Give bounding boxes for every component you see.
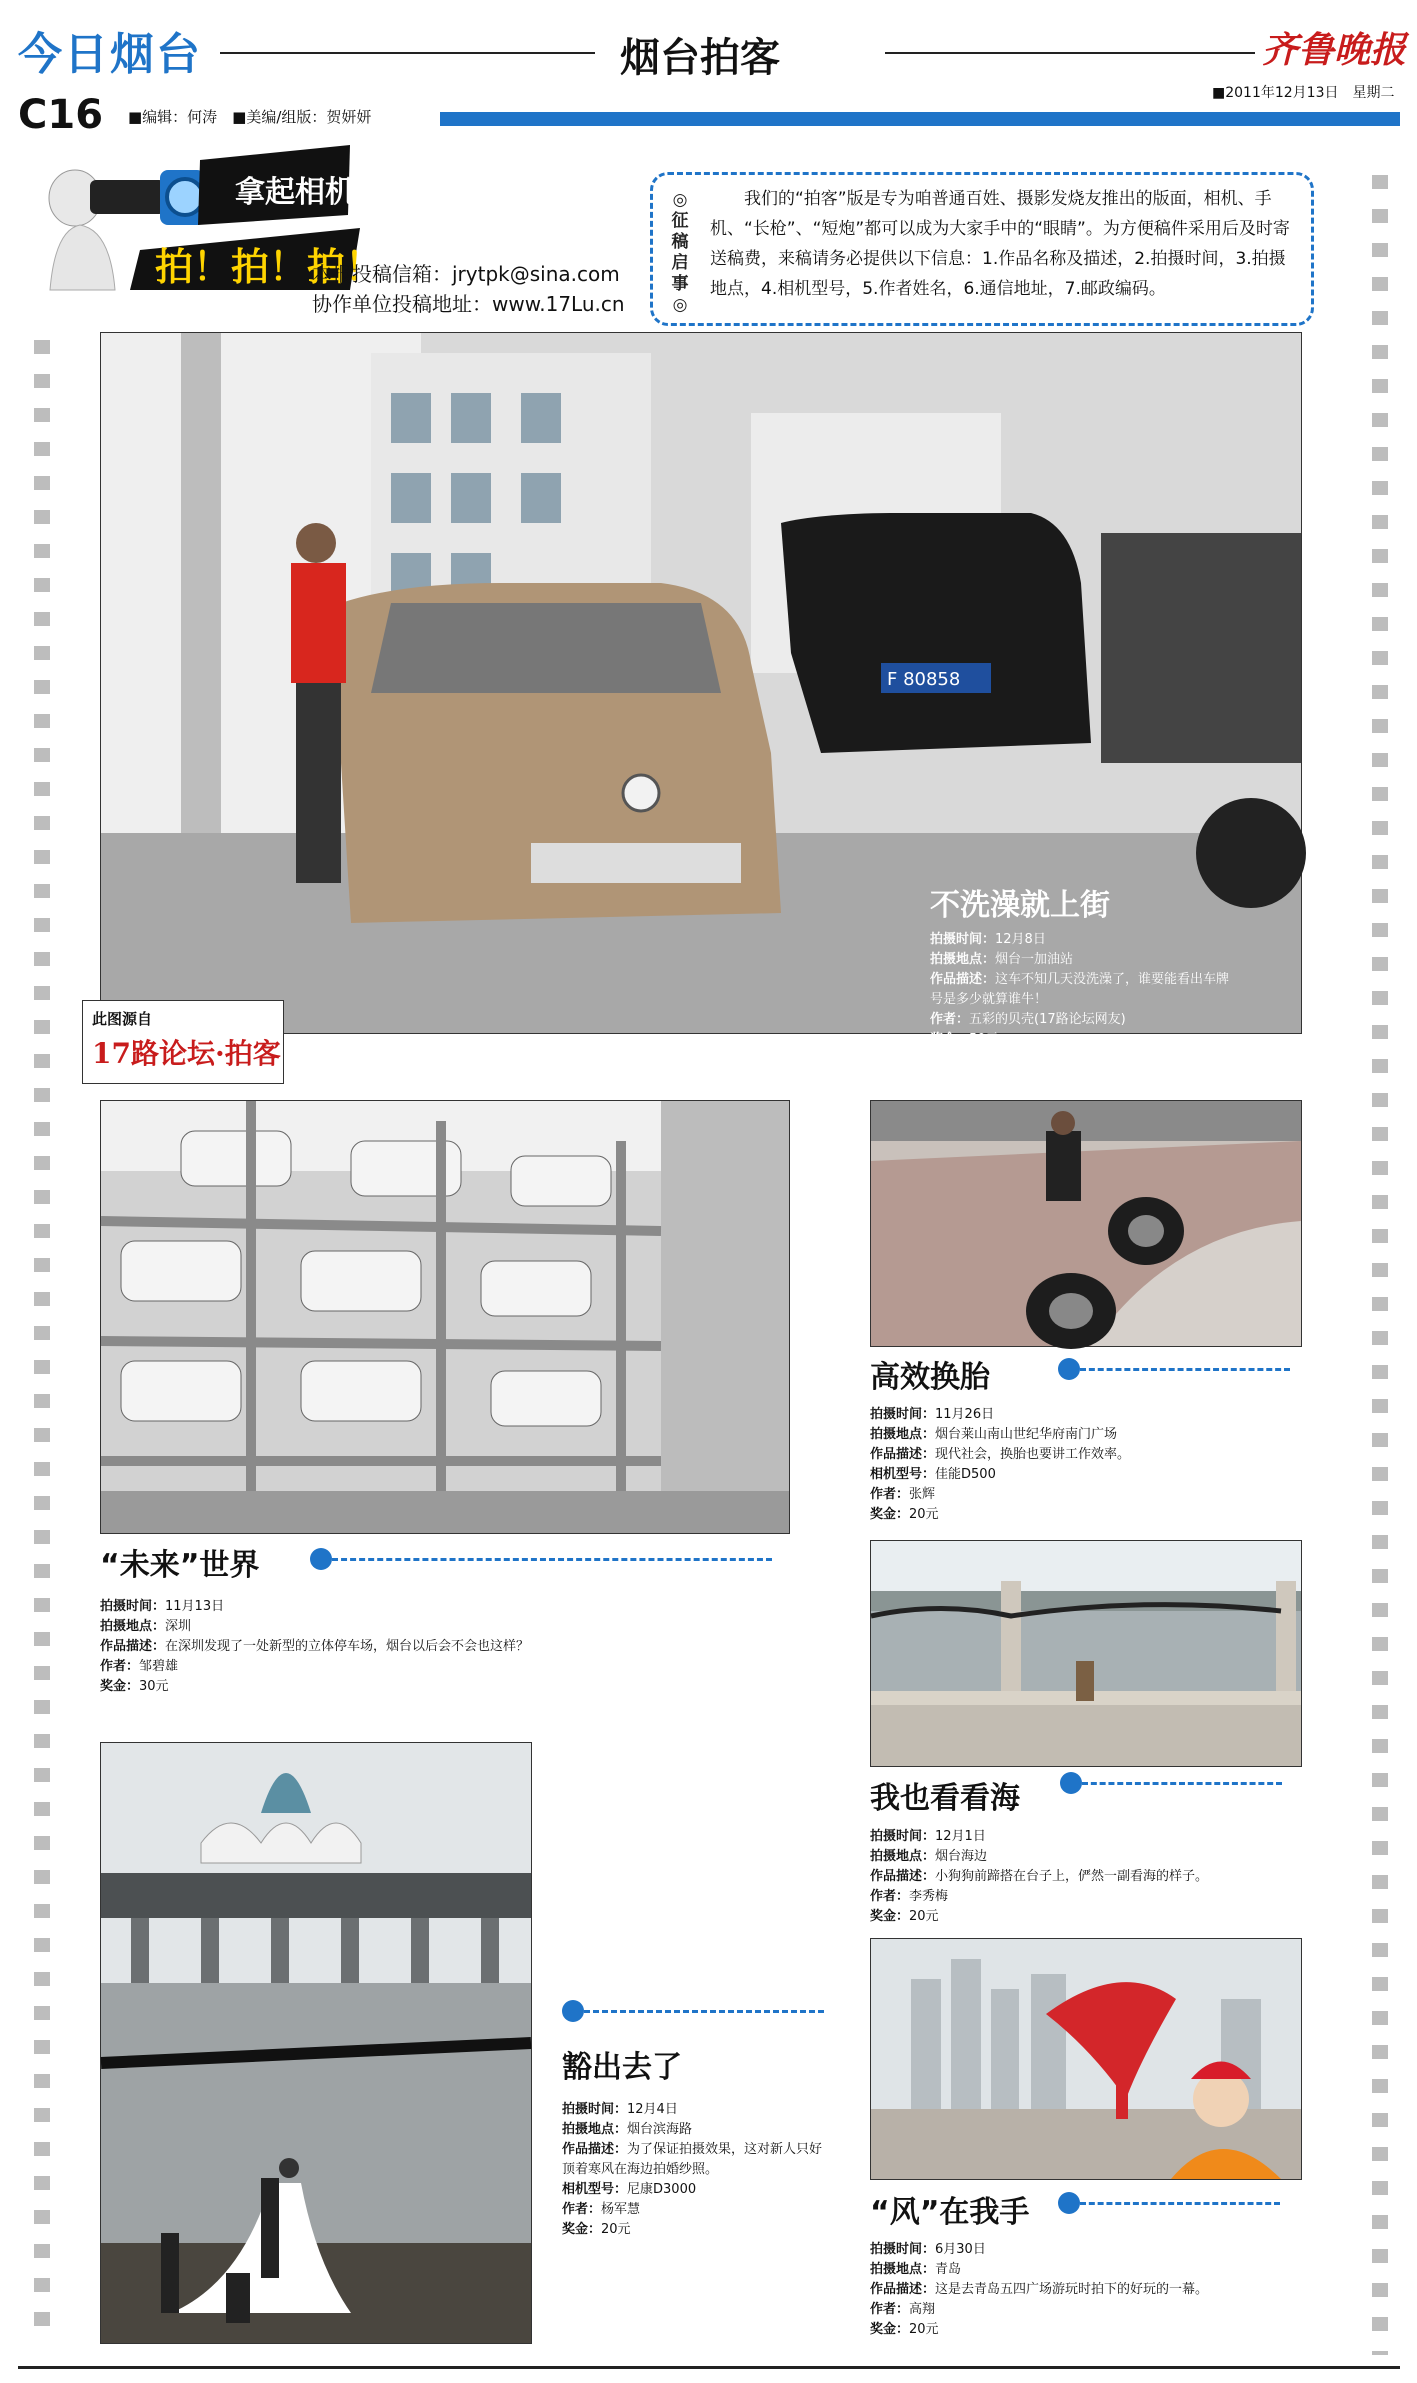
caption-line: 奖金：30元 — [100, 1679, 169, 1694]
page-number: C16 — [18, 92, 104, 138]
film-strip-left — [34, 340, 50, 2330]
editor-credits: ■编辑：何涛 ■美编/组版：贺妍妍 — [128, 108, 372, 126]
caption-line: 相机型号：佳能D500 — [870, 1467, 996, 1482]
caption-dot — [1058, 2192, 1080, 2214]
header-blue-bar — [440, 112, 1400, 126]
caption-line: 作者：五彩的贝壳(17路论坛网友) — [930, 1012, 1126, 1027]
photo-dirty-car — [100, 332, 1302, 1034]
photo-dog-sea — [870, 1540, 1302, 1767]
banner-slogan1: 拿起相机 — [235, 175, 355, 210]
banner-slogan2: 拍！拍！拍！ — [155, 245, 384, 289]
notice-tag: ◎征稿启事◎ — [671, 190, 689, 315]
caption-line: 拍摄地点：青岛 — [870, 2262, 962, 2277]
photo-title: 高效换胎 — [870, 1360, 990, 1395]
caption-line: 作者：邹碧雄 — [100, 1659, 179, 1674]
car-license-plate: F 80858 — [887, 669, 961, 690]
caption-dot — [310, 1548, 332, 1570]
photo-title: 豁出去了 — [562, 2050, 682, 2085]
caption-line: 作者：李秀梅 — [870, 1889, 949, 1904]
caption-line: 奖金：20元 — [562, 2222, 631, 2237]
photo-caption — [870, 1827, 1310, 1927]
photo-title: “风”在我手 — [870, 2195, 1030, 2230]
caption-line: 相机型号：尼康D3000 — [562, 2182, 697, 2197]
caption-line: 作者：高翔 — [870, 2302, 936, 2317]
caption-line: 作者：张辉 — [870, 1487, 936, 1502]
caption-line: 拍摄时间：11月26日 — [870, 1407, 995, 1422]
photo-caption — [930, 930, 1230, 1050]
photo-wedding-shoot — [100, 1742, 532, 2344]
film-strip-right — [1372, 175, 1388, 2355]
section-title: 今日烟台 — [18, 29, 202, 80]
banner-graphic — [30, 140, 384, 290]
column-title: 烟台拍客 — [620, 35, 780, 81]
caption-dot — [562, 2000, 584, 2022]
caption-line: 拍摄时间：6月30日 — [870, 2242, 986, 2257]
page-bottom-rule — [18, 2366, 1400, 2369]
caption-line: 拍摄时间：12月8日 — [930, 932, 1046, 947]
photo-tire-change — [870, 1100, 1302, 1347]
caption-line: 拍摄时间：11月13日 — [100, 1599, 225, 1614]
photo-title: 不洗澡就上街 — [930, 888, 1110, 923]
caption-line: 拍摄时间：12月1日 — [870, 1829, 986, 1844]
header-rule-right — [885, 52, 1255, 54]
caption-line: 奖金：20元 — [870, 1507, 939, 1522]
source-label: 此图源自 — [92, 1010, 153, 1028]
caption-line: 拍摄地点：烟台海边 — [870, 1849, 988, 1864]
newspaper-logo: 齐鲁晚报 — [1262, 29, 1407, 71]
notice-text: 我们的“拍客”版是专为咱普通百姓、摄影发烧友推出的版面，相机、手机、“长枪”、“短炮”都可以成为大家手中的“眼睛”。为方便稿件采用后及时寄送稿费，来稿请务必提供以下信息：1.作品名称及描述，2.拍摄时间，3.拍摄地点，4.相机型号，5.作者姓名，6.通信地址，7.邮政编码。 — [710, 189, 1290, 299]
caption-line: 作品描述：小狗狗前蹄搭在台子上，俨然一副看海的样子。 — [870, 1869, 1209, 1884]
caption-line: 奖金：50元 — [930, 1032, 999, 1047]
photo-caption — [870, 1405, 1300, 1525]
caption-dash — [1080, 1368, 1290, 1371]
caption-dash — [1080, 2202, 1280, 2205]
photo-parking-tower — [100, 1100, 790, 1534]
caption-dot — [1060, 1772, 1082, 1794]
header-rule-left — [220, 52, 595, 54]
caption-line: 拍摄地点：烟台滨海路 — [562, 2122, 693, 2137]
caption-line: 奖金：20元 — [870, 2322, 939, 2337]
source-forum-name: 17路论坛·拍客 — [92, 1037, 281, 1070]
photo-title: 我也看看海 — [870, 1781, 1020, 1816]
caption-dash — [584, 2010, 824, 2013]
caption-line: 拍摄时间：12月4日 — [562, 2102, 678, 2117]
caption-line: 拍摄地点：烟台莱山南山世纪华府南门广场 — [870, 1427, 1118, 1442]
caption-line: 作品描述：这车不知几天没洗澡了，谁要能看出车牌号是多少就算谁牛！ — [930, 972, 1230, 1007]
photo-caption — [870, 2240, 1310, 2340]
submission-email: 本报投稿信箱：jrytpk@sina.com — [312, 262, 620, 286]
photo-title: “未来”世界 — [100, 1548, 260, 1583]
dateline: ■2011年12月13日 星期二 — [1212, 85, 1395, 101]
caption-line: 作品描述：现代社会，换胎也要讲工作效率。 — [870, 1447, 1131, 1462]
caption-dash — [332, 1558, 772, 1561]
photo-caption — [562, 2100, 832, 2240]
caption-dash — [1082, 1782, 1282, 1785]
caption-line: 作品描述：为了保证拍摄效果，这对新人只好顶着寒风在海边拍婚纱照。 — [562, 2142, 823, 2177]
caption-line: 作者：杨军慧 — [562, 2202, 641, 2217]
photo-wind-sculpture — [870, 1938, 1302, 2180]
submission-website: 协作单位投稿地址：www.17Lu.cn — [312, 292, 625, 316]
caption-line: 作品描述：这是去青岛五四广场游玩时拍下的好玩的一幕。 — [870, 2282, 1209, 2297]
caption-line: 作品描述：在深圳发现了一处新型的立体停车场，烟台以后会不会也这样？ — [100, 1639, 530, 1654]
photo-caption — [100, 1597, 570, 1697]
caption-line: 奖金：20元 — [870, 1909, 939, 1924]
caption-dot — [1058, 1358, 1080, 1380]
caption-line: 拍摄地点：深圳 — [100, 1619, 192, 1634]
caption-line: 拍摄地点：烟台一加油站 — [930, 952, 1074, 967]
